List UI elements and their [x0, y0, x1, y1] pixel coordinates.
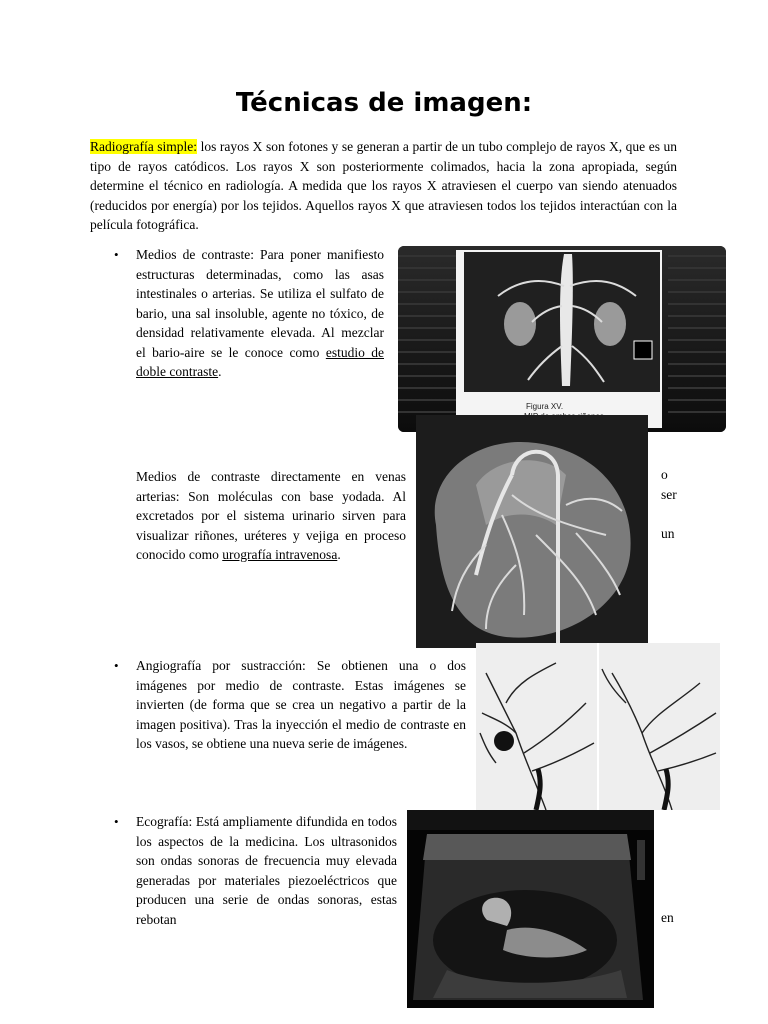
item-text: Ecografía: Está ampliamente difundida en todos los aspectos de la medicina. Los ultrasonidos son ondas sonoras de frecuencia muy elevada generadas por materiales piezoeléctricos que producen una serie de ondas sonoras, estas rebotan — [136, 814, 397, 927]
item-text: Angiografía por sustracción: Se obtienen una o dos imágenes por medio de contraste. Estas imágenes se invierten (de forma que se crea un negativo a partir de la imagen positiva). Tras la inyección el medio de contraste en los vasos, se obtiene una nueva serie de imágenes. — [136, 658, 466, 751]
item-text: Medios de contraste: Para poner manifiesto estructuras determinadas, como las asas intestinales o arterias. Se utiliza el sulfato de bario, una sal insoluble, agente no tóxico, de densidad relativamente elevada. Al mezclar el bario-aire se le conoce como — [136, 247, 384, 360]
item-end: . — [337, 547, 341, 562]
intro-text: los rayos X son fotones y se generan a partir de un tubo complejo de rayos X, que es un tipo de rayos catódicos. Los rayos X son posteriormente colimados, hacia la zona apropiada, según determine el técnico en radiología. A medida que los rayos X atraviesen el cuerpo van siendo atenuados (reducidos por energía) por los tejidos. Aquellos rayos X que atraviesen todos los tejidos interactúan con la película fotográfica. — [90, 139, 677, 232]
overflow-word: un — [661, 526, 675, 541]
intro-paragraph — [90, 137, 677, 235]
overflow-word: ser — [661, 487, 677, 502]
list-item-venous-contrast — [136, 467, 406, 565]
coronary-angiography-image — [416, 415, 648, 648]
list-item-subtraction-angiography — [136, 656, 466, 754]
list-item-contrast-media — [136, 245, 384, 382]
list-item-ultrasound — [136, 812, 397, 929]
bullet-marker: • — [114, 247, 119, 262]
highlighted-term: Radiografía simple: — [90, 139, 198, 154]
overflow-word: o — [661, 467, 668, 482]
item-end: . — [218, 364, 222, 379]
urography-link: urografía intravenosa — [222, 547, 338, 562]
page-title: Técnicas de imagen: — [235, 88, 533, 118]
bullet-marker: • — [114, 658, 119, 673]
subtraction-angiography-figure — [476, 643, 720, 810]
bullet-marker: • — [114, 814, 119, 829]
kidney-caption-line1: Figura XV. — [526, 402, 564, 411]
subtraction-angiography-image — [476, 643, 720, 810]
kidney-mip-image — [398, 246, 726, 432]
coronary-angiography-figure — [416, 415, 648, 648]
double-contrast-link: estudio de doble contraste — [136, 344, 384, 379]
overflow-word: en — [661, 910, 674, 925]
item-text: Medios de contraste directamente en venas arterias: Son moléculas con base yodada. Al excretados por el sistema urinario sirven para visualizar riñones, uréteres y vejiga en proceso conocido como — [136, 469, 406, 562]
ultrasound-image — [407, 810, 654, 1008]
ultrasound-figure — [407, 810, 654, 1008]
kidney-mip-figure — [398, 246, 726, 432]
